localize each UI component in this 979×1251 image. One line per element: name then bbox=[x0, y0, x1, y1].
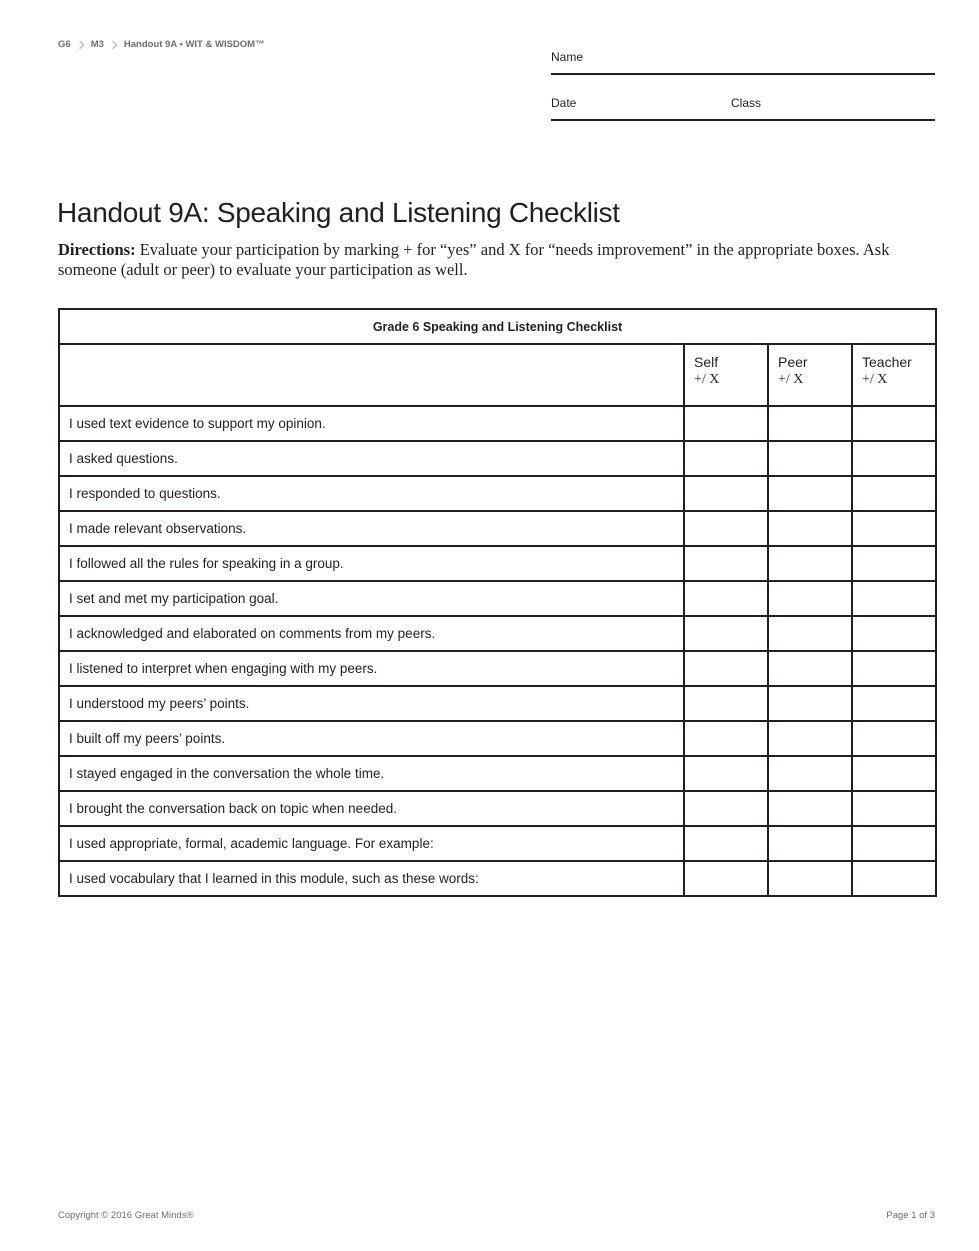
table-row bbox=[59, 616, 936, 651]
teacher-column-header bbox=[852, 344, 936, 406]
criterion-label: I used text evidence to support my opinion. bbox=[59, 406, 684, 441]
criterion-label: I made relevant observations. bbox=[59, 511, 684, 546]
self-label: Self bbox=[694, 354, 719, 370]
table-row bbox=[59, 406, 936, 441]
teacher-mark-cell[interactable] bbox=[852, 476, 936, 511]
self-mark-cell[interactable] bbox=[684, 756, 768, 791]
teacher-mark-cell[interactable] bbox=[852, 546, 936, 581]
chevron-right-icon bbox=[75, 40, 83, 48]
criterion-label: I brought the conversation back on topic when needed. bbox=[59, 791, 684, 826]
teacher-mark-cell[interactable] bbox=[852, 686, 936, 721]
table-row bbox=[59, 546, 936, 581]
criterion-label: I set and met my participation goal. bbox=[59, 581, 684, 616]
self-mark-cell[interactable] bbox=[684, 581, 768, 616]
teacher-mark-cell[interactable] bbox=[852, 441, 936, 476]
self-mark-cell[interactable] bbox=[684, 441, 768, 476]
teacher-mark-cell[interactable] bbox=[852, 581, 936, 616]
table-row bbox=[59, 756, 936, 791]
peer-mark-cell[interactable] bbox=[768, 406, 852, 441]
self-mark-cell[interactable] bbox=[684, 476, 768, 511]
self-mark-cell[interactable] bbox=[684, 686, 768, 721]
teacher-mark-cell[interactable] bbox=[852, 826, 936, 861]
copyright: Copyright © 2016 Great Minds® bbox=[58, 1210, 194, 1221]
self-mark-cell[interactable] bbox=[684, 861, 768, 896]
peer-mark-cell[interactable] bbox=[768, 441, 852, 476]
criterion-label: I responded to questions. bbox=[59, 476, 684, 511]
peer-mark-cell[interactable] bbox=[768, 721, 852, 756]
peer-mark-cell[interactable] bbox=[768, 826, 852, 861]
peer-label: Peer bbox=[778, 354, 808, 370]
date-label: Date bbox=[551, 96, 577, 110]
page-number: Page 1 of 3 bbox=[886, 1210, 935, 1221]
peer-mark-cell[interactable] bbox=[768, 651, 852, 686]
teacher-mark-cell[interactable] bbox=[852, 511, 936, 546]
class-label: Class bbox=[731, 96, 762, 110]
self-mark-cell[interactable] bbox=[684, 791, 768, 826]
table-row bbox=[59, 826, 936, 861]
peer-mark-cell[interactable] bbox=[768, 756, 852, 791]
name-label: Name bbox=[551, 50, 584, 64]
chevron-right-icon bbox=[109, 40, 117, 48]
checklist-table bbox=[58, 308, 937, 897]
table-row bbox=[59, 721, 936, 756]
peer-mark-cell[interactable] bbox=[768, 686, 852, 721]
peer-mark-cell[interactable] bbox=[768, 791, 852, 826]
breadcrumb-handout: Handout 9A • WIT & WISDOM™ bbox=[123, 39, 265, 50]
self-column-header bbox=[684, 344, 768, 406]
teacher-mark-cell[interactable] bbox=[852, 791, 936, 826]
directions-text: Evaluate your participation by marking + for “yes” and X for “needs improvement” in the appropriate boxes. Ask someone (adult or peer) to evaluate your participation as well. bbox=[58, 240, 890, 279]
self-mark-cell[interactable] bbox=[684, 721, 768, 756]
self-marking-key: +/ X bbox=[694, 372, 720, 387]
directions bbox=[58, 240, 918, 280]
self-mark-cell[interactable] bbox=[684, 406, 768, 441]
name-field[interactable] bbox=[551, 53, 935, 75]
table-row bbox=[59, 686, 936, 721]
checklist-caption: Grade 6 Speaking and Listening Checklist bbox=[59, 309, 936, 344]
directions-label: Directions: bbox=[58, 240, 136, 259]
table-row bbox=[59, 511, 936, 546]
breadcrumb bbox=[58, 39, 265, 50]
teacher-mark-cell[interactable] bbox=[852, 861, 936, 896]
table-row bbox=[59, 651, 936, 686]
teacher-mark-cell[interactable] bbox=[852, 616, 936, 651]
self-mark-cell[interactable] bbox=[684, 511, 768, 546]
table-row bbox=[59, 476, 936, 511]
teacher-mark-cell[interactable] bbox=[852, 651, 936, 686]
criterion-label: I listened to interpret when engaging with my peers. bbox=[59, 651, 684, 686]
peer-mark-cell[interactable] bbox=[768, 861, 852, 896]
table-row bbox=[59, 441, 936, 476]
breadcrumb-grade: G6 bbox=[58, 39, 71, 50]
self-mark-cell[interactable] bbox=[684, 616, 768, 651]
breadcrumb-module: M3 bbox=[90, 39, 104, 50]
peer-mark-cell[interactable] bbox=[768, 476, 852, 511]
teacher-label: Teacher bbox=[862, 354, 912, 370]
page-title: Handout 9A: Speaking and Listening Checklist bbox=[57, 197, 620, 228]
teacher-mark-cell[interactable] bbox=[852, 406, 936, 441]
table-row bbox=[59, 581, 936, 616]
criterion-label: I used appropriate, formal, academic language. For example: bbox=[59, 826, 684, 861]
criterion-label: I acknowledged and elaborated on comments from my peers. bbox=[59, 616, 684, 651]
self-mark-cell[interactable] bbox=[684, 546, 768, 581]
self-mark-cell[interactable] bbox=[684, 826, 768, 861]
criterion-label: I stayed engaged in the conversation the whole time. bbox=[59, 756, 684, 791]
teacher-mark-cell[interactable] bbox=[852, 721, 936, 756]
criteria-header bbox=[59, 344, 684, 406]
peer-mark-cell[interactable] bbox=[768, 616, 852, 651]
peer-marking-key: +/ X bbox=[778, 372, 804, 387]
self-mark-cell[interactable] bbox=[684, 651, 768, 686]
peer-mark-cell[interactable] bbox=[768, 511, 852, 546]
teacher-marking-key: +/ X bbox=[862, 372, 888, 387]
table-row bbox=[59, 791, 936, 826]
criterion-label: I asked questions. bbox=[59, 441, 684, 476]
peer-column-header bbox=[768, 344, 852, 406]
criterion-label: I followed all the rules for speaking in a group. bbox=[59, 546, 684, 581]
table-row bbox=[59, 861, 936, 896]
criterion-label: I built off my peers’ points. bbox=[59, 721, 684, 756]
peer-mark-cell[interactable] bbox=[768, 581, 852, 616]
criterion-label: I understood my peers’ points. bbox=[59, 686, 684, 721]
criterion-label: I used vocabulary that I learned in this module, such as these words: bbox=[59, 861, 684, 896]
teacher-mark-cell[interactable] bbox=[852, 756, 936, 791]
peer-mark-cell[interactable] bbox=[768, 546, 852, 581]
